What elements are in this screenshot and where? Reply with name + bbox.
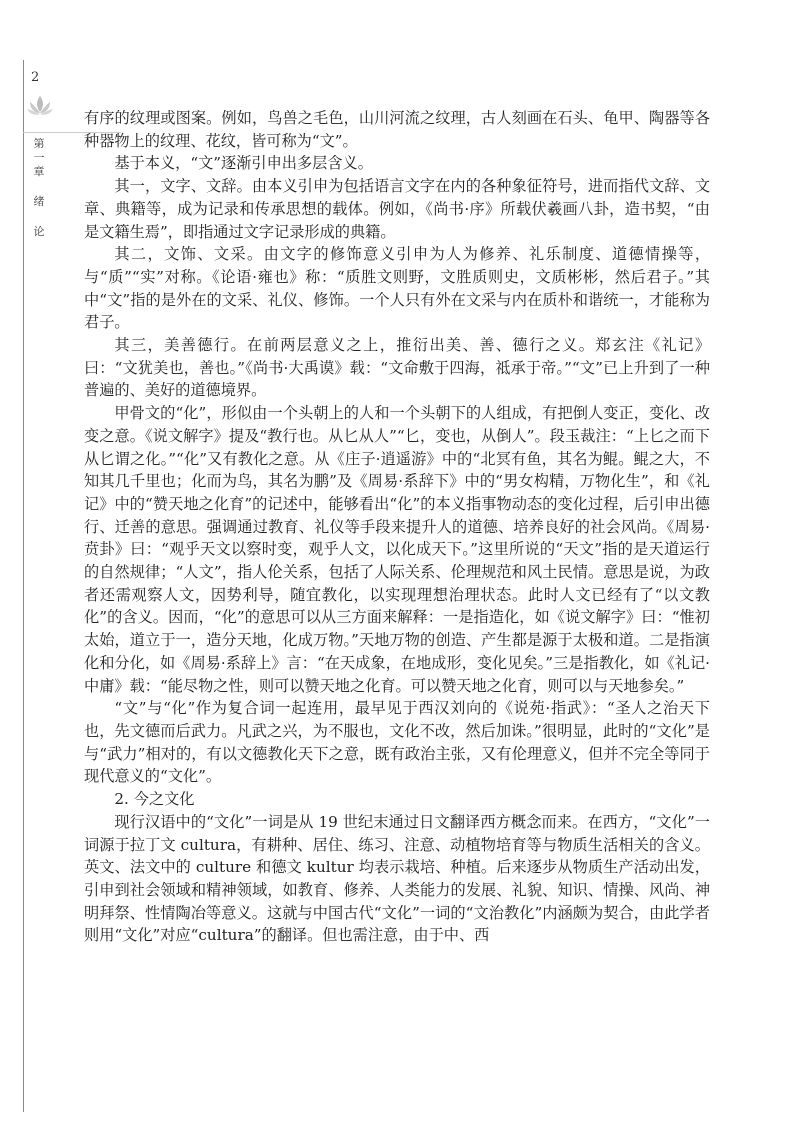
paragraph: 其三，美善德行。在前两层意义之上，推衍出美、善、德行之义。郑玄注《礼记》曰：“文犹美也，善也。”《尚书·大禹谟》载：“文命敷于四海，祗承于帝。”“文”已上升到了一种普遍的、美好的道德境界。 (84, 336, 710, 400)
body-text (84, 107, 710, 947)
paragraph: 其二，文饰、文采。由文字的修饰意义引申为人为修养、礼乐制度、道德情操等，与“质”“实”对称。《论语·雍也》称：“质胜文则野，文胜质则史，文质彬彬，然后君子。”其中“文”指的是外在的文采、礼仪、修饰。一个人只有外在文采与内在质朴和谐统一，才能称为君子。 (84, 245, 710, 332)
paragraph: 甲骨文的“化”，形似由一个头朝上的人和一个头朝下的人组成，有把倒人变正，变化、改变之意。《说文解字》提及“教行也。从匕从人”“匕，变也，从倒人”。段玉裁注：“上匕之而下从匕谓之化。”“化”又有教化之意。从《庄子·逍遥游》中的“北冥有鱼，其名为鲲。鲲之大，不知其几千里也；化而为鸟，其名为鹏”及《周易·系辞下》中的“男女构精，万物化生”，和《礼记》中的“赞天地之化育”的记述中，能够看出“化”的本义指事物动态的变化过程，后引申出德行、迁善的意思。强调通过教育、礼仪等手段来提升人的道德、培养良好的社会风尚。《周易·贲卦》曰：“观乎天文以察时变，观乎人文，以化成天下。”这里所说的“天文”指的是天道运行的自然规律；“人文”，指人伦关系，包括了人际关系、伦理规范和风土民情。意思是说，为政者还需观察人文，因势利导，随宜教化，以实现理想治理状态。此时人文已经有了“以文教化”的含义。因而，“化”的意思可以从三方面来解释：一是指造化，如《说文解字》曰：“惟初太始，道立于一，造分天地，化成万物。”天地万物的创造、产生都是源于太极和道。二是指演化和分化，如《周易·系辞上》言：“在天成象，在地成形，变化见矣。”三是指教化，如《礼记·中庸》载：“能尽物之性，则可以赞天地之化育。可以赞天地之化育，则可以与天地参矣。” (84, 404, 710, 695)
chapter-label (33, 138, 45, 240)
chapter-char: 绪 (33, 195, 45, 208)
paragraph: 现行汉语中的“文化”一词是从 19 世纪末通过日文翻译西方概念而来。在西方，“文化”一词源于拉丁文 cultura，有耕种、居住、练习、注意、动植物培育等与物质生活相关的含义。英文、法文中的 culture 和德文 kultur 均表示栽培、种植。后来逐步从物质生产活动出发，引申到社会领域和精神领域，如教育、修养、人类能力的发展、礼貌、知识、情操、风尚、神明拜祭、性情陶冶等意义。这就与中国古代“文化”一词的“文治教化”内涵颇为契合，由此学者则用“文化”对应“cultura”的翻译。但也需注意，由于中、西 (84, 812, 710, 945)
section-heading: 2. 今之文化 (114, 790, 195, 809)
paragraph: 有序的纹理或图案。例如，鸟兽之毛色，山川河流之纹理，古人刻画在石头、龟甲、陶器等各种器物上的纹理、花纹，皆可称为“文”。 (84, 109, 710, 150)
page-number: 2 (31, 70, 40, 85)
chapter-char: 一 (33, 151, 45, 164)
margin-rule (23, 60, 24, 1112)
chapter-char: 章 (33, 165, 45, 178)
paragraph: 基于本义，“文”逐渐引申出多层含义。 (114, 154, 373, 173)
paragraph: 其一，文字、文辞。由本义引申为包括语言文字在内的各种象征符号，进而指代文辞、文章、典籍等，成为记录和传承思想的载体。例如，《尚书·序》所载伏羲画八卦，造书契，“由是文籍生焉”，即指通过文字记录形成的典籍。 (84, 177, 710, 241)
chapter-char: 第 (33, 137, 45, 150)
paragraph: “文”与“化”作为复合词一起连用，最早见于西汉刘向的《说苑·指武》：“圣人之治天下也，先文德而后武力。凡武之兴，为不服也，文化不改，然后加诛。”很明显，此时的“文化”是与“武力”相对的，有以文德教化天下之意，既有政治主张，又有伦理意义，但并不完全等同于现代意义的“文化”。 (84, 699, 710, 786)
lotus-icon (25, 92, 55, 122)
chapter-char: 论 (33, 225, 45, 238)
